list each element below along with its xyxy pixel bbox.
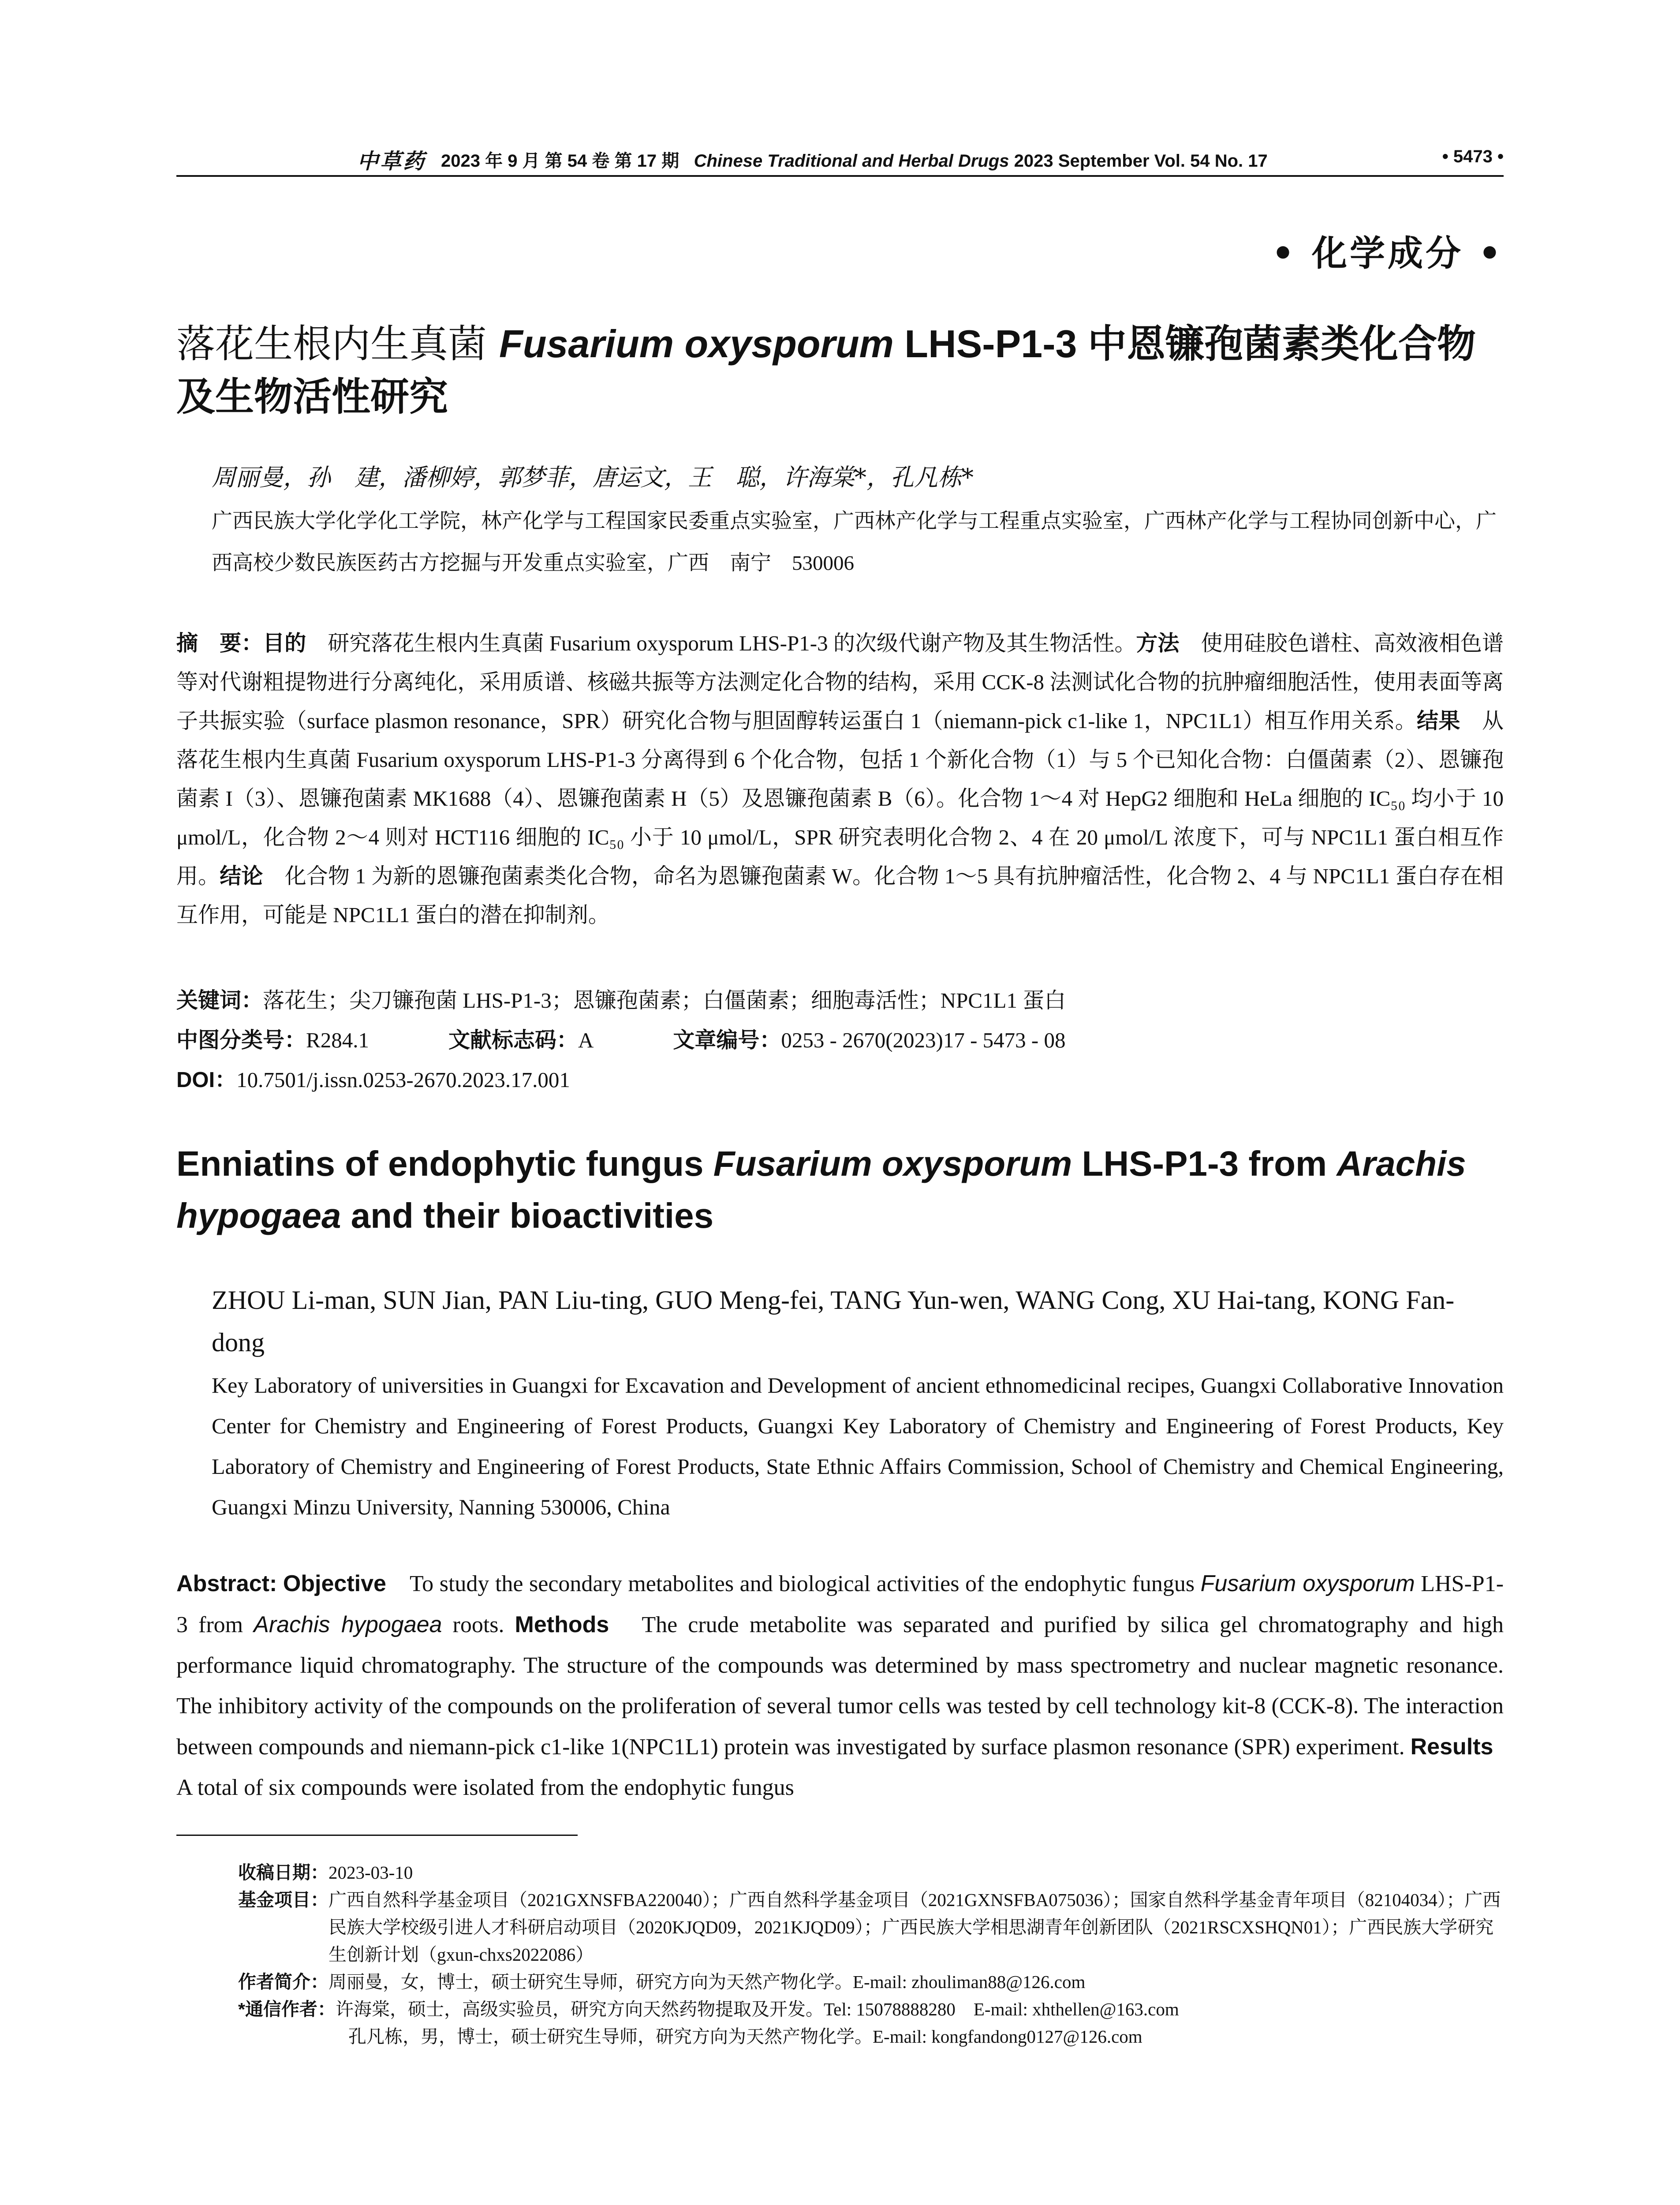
article-no-value: 0253 - 2670(2023)17 - 5473 - 08 <box>781 1028 1066 1052</box>
keywords-label: 关键词： <box>176 989 263 1013</box>
doi-line <box>176 1063 570 1094</box>
header-rule <box>176 175 1504 177</box>
running-header <box>176 143 1504 174</box>
en-objective-label: Objective <box>283 1571 386 1596</box>
doi-label: DOI： <box>176 1068 237 1092</box>
cn-methods-text: 使用硅胶色谱柱、高效液相色谱等对代谢粗提物进行分离纯化，采用质谱、核磁共振等方法测定化合物的结构，采用 CCK-8 法测试化合物的抗肿瘤细胞活性，使用表面等离子共振实验（surface plasmon resonance，SPR）研究化合物与胆固醇转运蛋白 1（niemann-pick c1-like 1，NPC1L1）相互作用关系。 <box>176 631 1504 733</box>
chinese-affiliation: 广西民族大学化学化工学院，林产化学与工程国家民委重点实验室，广西林产化学与工程重点实验室，广西林产化学与工程协同创新中心，广西高校少数民族医药古方挖掘与开发重点实验室，广西 南宁 530006 <box>212 510 1497 575</box>
footnote-fund <box>238 1886 1504 1968</box>
en-objective-text-3: roots. <box>442 1612 515 1637</box>
chinese-title <box>176 318 1504 423</box>
issue-info <box>441 147 1268 172</box>
english-authors: ZHOU Li-man, SUN Jian, PAN Liu-ting, GUO Meng-fei, TANG Yun-wen, WANG Cong, XU Hai-tang, KONG Fan-dong <box>212 1286 1455 1357</box>
chinese-abstract <box>176 624 1504 934</box>
en-methods-text: The crude metabolite was separated and purified by silica gel chromatography and high performance liquid chromatography. The structure of the compounds was determined by mass spectrometry and nuclear magnetic resonance. The inhibitory activity of the compounds on the proliferation of several tumor cells was tested by cell technology kit-8 (CCK-8). The interaction between compounds and niemann-pick c1-like 1(NPC1L1) protein was investigated by surface plasmon resonance (SPR) experiment. <box>176 1612 1504 1760</box>
en-objective-host: Arachis hypogaea <box>254 1612 442 1637</box>
received-label: 收稿日期： <box>238 1862 329 1883</box>
keywords: 落花生；尖刀镰孢菌 LHS-P1-3；恩镰孢菌素；白僵菌素；细胞毒活性；NPC1L1 蛋白 <box>263 988 1066 1013</box>
doi-value: 10.7501/j.issn.0253-2670.2023.17.001 <box>236 1068 570 1092</box>
en-methods-label: Methods <box>515 1612 609 1637</box>
footnote-rule <box>176 1835 578 1836</box>
en-title-text-2: LHS-P1-3 from <box>1072 1144 1337 1183</box>
en-title-text-1: Enniatins of endophytic fungus <box>176 1144 713 1183</box>
doccode-label: 文献标志码： <box>448 1028 578 1052</box>
cn-objective-text: 研究落花生根内生真菌 Fusarium oxysporum LHS-P1-3 的次级代谢产物及其生物活性。 <box>306 631 1136 655</box>
issue-en: 2023 September Vol. 54 No. 17 <box>1014 151 1268 171</box>
en-results-label: Results <box>1410 1734 1493 1760</box>
keywords-line <box>176 983 1066 1014</box>
footnote-received <box>238 1859 1504 1886</box>
section-heading: • 化学成分 • <box>1272 233 1504 274</box>
cn-conclusion-text: 化合物 1 为新的恩镰孢菌素类化合物，命名为恩镰孢菌素 W。化合物 1～5 具有抗肿瘤活性，化合物 2、4 与 NPC1L1 蛋白存在相互作用，可能是 NPC1L1 蛋白的潜在抑制剂。 <box>176 864 1504 927</box>
footnotes <box>238 1859 1504 2050</box>
cn-methods-label: 方法 <box>1136 632 1180 655</box>
cn-title-text-1: 落花生根内生真菌 <box>176 321 499 366</box>
en-objective-text-1: To study the secondary metabolites and biological activities of the endophytic fungus <box>386 1571 1201 1596</box>
clc-value: R284.1 <box>306 1028 369 1052</box>
corr-author-2: 孔凡栋，男，博士，硕士研究生导师，研究方向为天然产物化学。E-mail: kongfandong0127@126.com <box>348 2026 1142 2047</box>
en-title-text-3: and their bioactivities <box>341 1196 714 1235</box>
english-affiliation: Key Laboratory of universities in Guangxi for Excavation and Development of ancient ethnomedicinal recipes, Guangxi Collaborative Innovation Center for Chemistry and Engineering of Forest Products, Guangxi Key Laboratory of Chemistry and Engineering of Forest Products, Key Laboratory of Chemistry and Engineering of Forest Products, State Ethnic Affairs Commission, School of Chemistry and Chemical Engineering, Guangxi Minzu University, Nanning 530006, China <box>212 1373 1504 1519</box>
footnote-bio <box>238 1968 1504 1996</box>
cn-conclusion-label: 结论 <box>220 864 263 888</box>
cn-objective-label: 目的 <box>263 632 306 655</box>
cn-results-text: 从落花生根内生真菌 Fusarium oxysporum LHS-P1-3 分离得到 6 个化合物，包括 1 个新化合物（1）与 5 个已知化合物：白僵菌素（2）、恩镰孢菌素 I（3）、恩镰孢菌素 MK1688（4）、恩镰孢菌素 H（5）及恩镰孢菌素 B（6）。化合物 1～4 对 HepG2 细胞和 HeLa 细胞的 IC₅₀ 均小于 10 μmol/L，化合物 2～4 则对 HCT116 细胞的 IC₅₀ 小于 10 μmol/L，SPR 研究表明化合物 2、4 在 20 μmol/L 浓度下，可与 NPC1L1 蛋白相互作用。 <box>176 709 1504 888</box>
bio-text: 周丽曼，女，博士，硕士研究生导师，研究方向为天然产物化学。E-mail: zhouliman88@126.com <box>329 1972 1086 1992</box>
en-results-text: A total of six compounds were isolated from the endophytic fungus <box>176 1734 1516 1800</box>
clc-label: 中图分类号： <box>176 1028 306 1052</box>
cn-title-species: Fusarium oxysporum <box>499 322 894 366</box>
article-no-label: 文章编号： <box>673 1028 781 1052</box>
en-title-species: Fusarium oxysporum <box>713 1144 1072 1183</box>
english-abstract <box>176 1563 1516 1808</box>
chinese-authors: 周丽曼，孙 建，潘柳婷，郭梦菲，唐运文，王 聪，许海棠*，孔凡栋* <box>212 463 974 491</box>
corr-author-1: 许海棠，硕士，高级实验员，研究方向天然药物提取及开发。Tel: 15078888280 E-mail: xhthellen@163.com <box>335 1999 1179 2019</box>
footnote-corresponding <box>238 1996 1504 2023</box>
en-title-host: Arachis hypogaea <box>176 1144 1466 1235</box>
footnote-corresponding-2 <box>238 2023 1504 2050</box>
bio-label: 作者简介： <box>238 1972 329 1992</box>
page-number: • 5473 • <box>1442 147 1504 166</box>
classification-line <box>176 1023 1065 1054</box>
cn-results-label: 结果 <box>1416 709 1460 733</box>
journal-name-en: Chinese Traditional and Herbal Drugs <box>694 151 1009 171</box>
received-date: 2023-03-10 <box>329 1862 413 1883</box>
en-abstract-label: Abstract: <box>176 1571 277 1596</box>
journal-logo: 中草药 <box>357 149 426 174</box>
issue-cn: 2023 年 9 月 第 54 卷 第 17 期 <box>441 151 679 171</box>
english-title <box>176 1138 1504 1242</box>
cn-abstract-label: 摘 要： <box>176 632 263 655</box>
fund-label: 基金项目： <box>238 1890 329 1910</box>
cn-title-text-2: LHS-P1-3 中恩镰孢菌素类化合物及生物活性研究 <box>176 322 1476 419</box>
corr-label: *通信作者： <box>238 1999 336 2019</box>
en-objective-species: Fusarium oxysporum <box>1200 1571 1415 1596</box>
en-objective-text-2: LHS-P1-3 from <box>176 1571 1504 1637</box>
doccode-value: A <box>578 1028 594 1052</box>
fund-text: 广西自然科学基金项目（2021GXNSFBA220040）；广西自然科学基金项目（2021GXNSFBA075036）；国家自然科学基金青年项目（82104034）；广西民族大学校级引进人才科研启动项目（2020KJQD09，2021KJQD09）；广西民族大学相思湖青年创新团队（2021RSCXSHQN01）；广西民族大学研究生创新计划（gxun-chxs2022086） <box>329 1890 1501 1965</box>
